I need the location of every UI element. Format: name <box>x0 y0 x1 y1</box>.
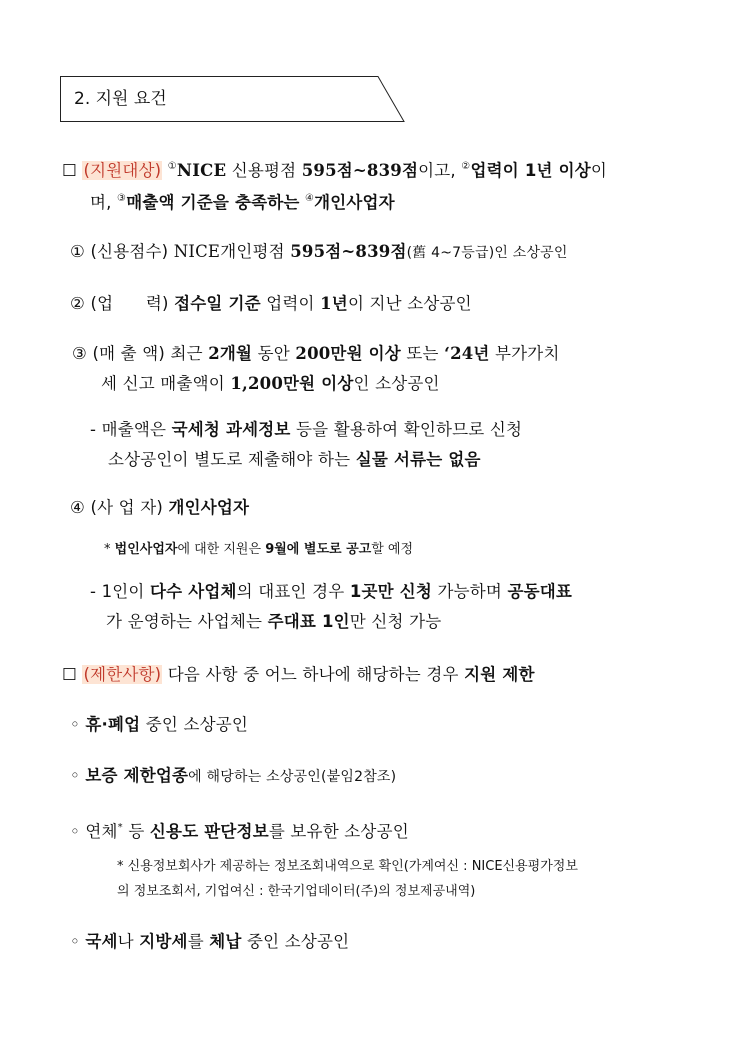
sales-criteria-text: 매출액 기준을 충족하는 <box>126 193 300 212</box>
restriction-3-bold: 신용도 판단정보 <box>149 822 269 841</box>
restrictions-tag: (제한사항) <box>83 665 162 684</box>
item-3-label: (매 출 액) <box>92 344 166 363</box>
item-sales-note-line-2 <box>108 450 481 470</box>
restriction-1-text: 중인 소상공인 <box>145 715 249 734</box>
marker-3: ③ <box>117 193 127 204</box>
corporate-note <box>104 540 413 560</box>
corporate-note-bold: 법인사업자 <box>114 542 178 557</box>
marker-1: ① <box>167 161 177 172</box>
sales-note-tail: 등을 활용하여 확인하므로 신청 <box>295 420 523 439</box>
target-line-1 <box>62 157 607 181</box>
section-title: 2. 지원 요건 <box>74 89 167 109</box>
multi-biz-line2-tail: 만 신청 가능 <box>349 612 442 631</box>
checkbox-icon-2: ☐ <box>62 665 77 684</box>
item-3-text-4: 부가가치 <box>495 344 560 363</box>
multi-biz-text: - 1인이 <box>90 582 145 601</box>
item-3-text: 최근 <box>170 344 203 363</box>
multi-biz-text-2: 의 대표인 경우 <box>236 582 345 601</box>
sales-note-line2-text: 소상공인이 별도로 제출해야 하는 <box>108 450 351 469</box>
item-sales-line-2 <box>101 374 440 394</box>
multi-biz-text-3: 가능하며 <box>437 582 503 601</box>
nice-label: NICE <box>176 161 227 180</box>
target-line-2 <box>90 189 395 213</box>
individual-biz-text: 개인사업자 <box>314 193 395 212</box>
corporate-note-star: * <box>104 542 115 557</box>
marker-4: ④ <box>304 193 315 204</box>
restrictions-heading <box>62 665 535 685</box>
conj-text-2: 며, <box>90 193 112 212</box>
restriction-2-text: 에 해당하는 소상공인(붙임2참조) <box>188 769 397 785</box>
marker-2: ② <box>461 161 471 172</box>
restriction-3-tail: 를 보유한 소상공인 <box>268 822 409 841</box>
restriction-tax-arrears <box>70 932 349 952</box>
restriction-4-text-2: 를 <box>187 932 204 951</box>
multi-biz-line2-bold: 주대표 1인 <box>267 612 350 631</box>
restriction-closed-business <box>70 715 248 735</box>
corporate-note-tail: 할 예정 <box>371 542 414 557</box>
item-1-nice: NICE <box>173 242 221 261</box>
item-3-text-3: 또는 <box>406 344 439 363</box>
item-1-label: (신용점수) <box>90 242 169 261</box>
item-2-tail: 이 지난 소상공인 <box>347 294 472 313</box>
checkbox-icon: ☐ <box>62 161 77 180</box>
restriction-3-text-2: 등 <box>128 822 145 841</box>
item-2-marker: ② <box>70 294 85 313</box>
target-tag: (지원대상) <box>83 161 162 180</box>
item-2-years: 1년 <box>320 294 348 313</box>
multi-biz-bold-2: 1곳만 신청 <box>349 582 433 601</box>
item-3-amount-2: 1,200만원 이상 <box>230 374 354 393</box>
restriction-3-text: 연체 <box>85 822 118 841</box>
item-business-type <box>70 498 249 518</box>
conj-text: 이고, <box>418 161 456 180</box>
item-2-label: (업 력) <box>90 294 169 313</box>
sales-note-bold: 국세청 과세정보 <box>171 420 291 439</box>
item-sales-note <box>90 420 522 440</box>
item-2-bold: 접수일 기준 <box>174 294 261 313</box>
sales-note-text: - 매출액은 <box>90 420 167 439</box>
item-1-range: 595점~839점 <box>290 242 407 261</box>
item-3-amount: 200만원 이상 <box>295 344 401 363</box>
credit-score-text: 신용평점 <box>231 161 297 180</box>
multi-biz-note-line-2 <box>106 612 441 632</box>
item-biz-years <box>70 294 472 314</box>
item-4-label: (사 업 자) <box>90 498 164 517</box>
restriction-4-bold-3: 체납 <box>209 932 242 951</box>
tail-text: 이 <box>590 161 607 180</box>
multi-biz-line2-text: 가 운영하는 사업체는 <box>106 612 263 631</box>
item-2-text: 업력이 <box>266 294 315 313</box>
item-3-text-2: 동안 <box>257 344 290 363</box>
restriction-3-star: * <box>117 822 123 833</box>
item-1-marker: ① <box>70 242 85 261</box>
restriction-2-bold: 보증 제한업종 <box>85 766 189 785</box>
bullet-icon: ◦ <box>70 766 80 785</box>
restriction-industry <box>70 766 396 787</box>
item-3-year: ‘24년 <box>444 344 490 363</box>
item-3-marker: ③ <box>72 344 87 363</box>
corporate-note-date: 9월에 별도로 공고 <box>265 542 372 557</box>
multi-biz-bold-3: 공동대표 <box>507 582 573 601</box>
bullet-icon: ◦ <box>70 715 80 734</box>
item-1-tail: (舊 4~7등급)인 소상공인 <box>406 245 568 261</box>
item-sales <box>72 344 560 364</box>
restrictions-intro: 다음 사항 중 어느 하나에 해당하는 경우 <box>167 665 459 684</box>
bullet-icon: ◦ <box>70 932 80 951</box>
restriction-4-bold: 국세 <box>85 932 118 951</box>
restriction-credit-info <box>70 818 409 842</box>
restriction-4-bold-2: 지방세 <box>139 932 188 951</box>
item-3-line2-text: 세 신고 매출액이 <box>101 374 225 393</box>
restrictions-intro-bold: 지원 제한 <box>464 665 535 684</box>
sales-note-line2-bold: 실물 서류는 없음 <box>355 450 481 469</box>
bullet-icon: ◦ <box>70 822 80 841</box>
item-3-line2-tail: 인 소상공인 <box>353 374 440 393</box>
restriction-1-bold: 휴·폐업 <box>85 715 141 734</box>
item-credit-score <box>70 242 568 263</box>
multi-biz-note <box>90 582 572 602</box>
restriction-4-text: 나 <box>117 932 134 951</box>
credit-info-note-2: 의 정보조회서, 기업여신 : 한국기업데이터(주)의 정보제공내역) <box>117 884 476 899</box>
credit-info-note-1: * 신용정보회사가 제공하는 정보조회내역으로 확인(가계여신 : NICE신용평가정보 <box>117 859 578 874</box>
restriction-4-tail: 중인 소상공인 <box>247 932 350 951</box>
score-range: 595점~839점 <box>301 161 419 180</box>
item-4-marker: ④ <box>70 498 85 517</box>
corporate-note-text: 에 대한 지원은 <box>177 542 262 557</box>
item-1-text: 개인평점 <box>220 242 285 261</box>
item-4-value: 개인사업자 <box>168 498 250 517</box>
multi-biz-bold: 다수 사업체 <box>150 582 237 601</box>
biz-years-text: 업력이 1년 이상 <box>470 161 591 180</box>
item-3-months: 2개월 <box>208 344 253 363</box>
